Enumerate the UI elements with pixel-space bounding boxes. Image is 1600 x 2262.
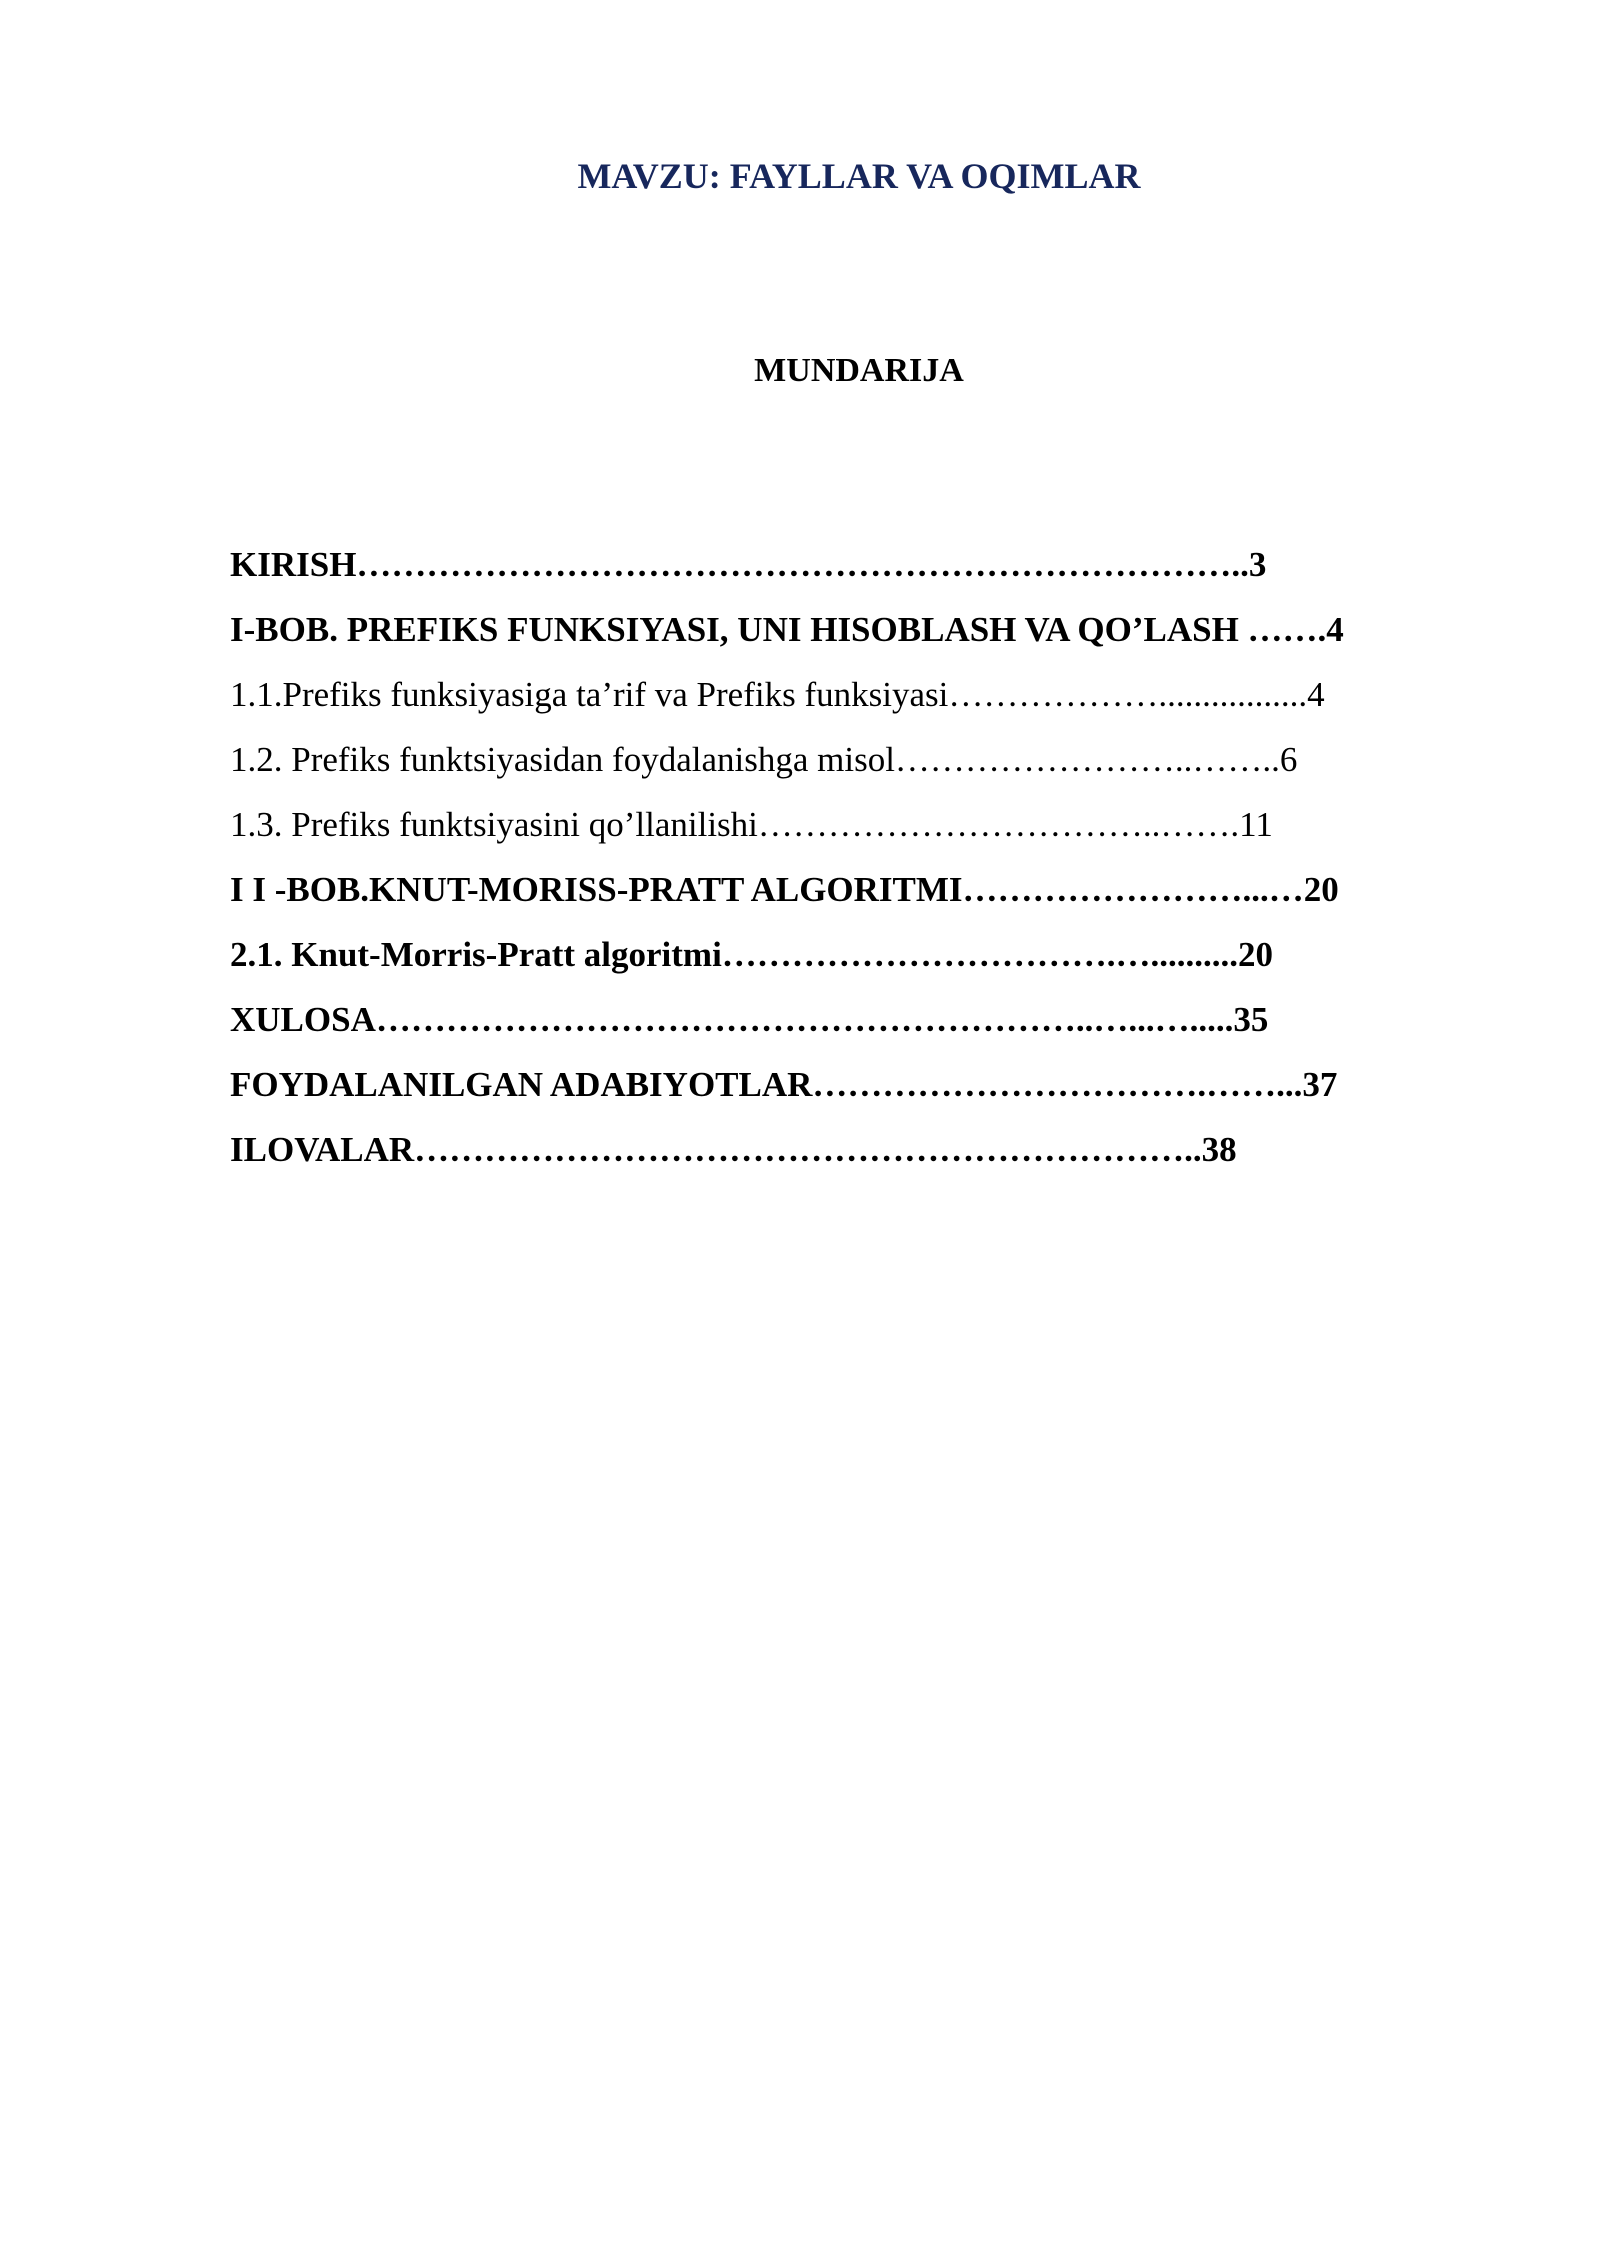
toc-entry-xulosa: XULOSA……………………………………………………..…...….....35 [230, 1000, 1269, 1039]
toc-entry-section-1-3: 1.3. Prefiks funktsiyasini qo’llanilishi……………………………..…….11 [230, 805, 1273, 844]
toc-entry-kirish: KIRISH…………………………………………………………………..3 [230, 545, 1267, 584]
table-of-contents [230, 540, 1500, 1190]
toc-entry-section-2-1: 2.1. Knut-Morris-Pratt algoritmi…………………………….…..........20 [230, 935, 1274, 974]
toc-entry-chapter-1: I-BOB. PREFIKS FUNKSIYASI, UNI HISOBLASH VA QO’LASH …….4 [230, 610, 1344, 649]
toc-entry-ilovalar: ILOVALAR…………………………………………………………..38 [230, 1130, 1237, 1169]
toc-entry-section-1-2: 1.2. Prefiks funktsiyasidan foydalanishga misol……………………..……..6 [230, 740, 1298, 779]
toc-entry-chapter-2: I I -BOB.KNUT-MORISS-PRATT ALGORITMI……………………...…20 [230, 870, 1339, 909]
toc-heading: MUNDARIJA [754, 352, 964, 389]
toc-entry-section-1-1: 1.1.Prefiks funksiyasiga ta’rif va Prefiks funksiyasi……………….................4 [230, 675, 1325, 714]
topic-title: MAVZU: FAYLLAR VA OQIMLAR [577, 156, 1141, 196]
toc-entry-adabiyotlar: FOYDALANILGAN ADABIYOTLAR…………………………….……...37 [230, 1065, 1338, 1104]
